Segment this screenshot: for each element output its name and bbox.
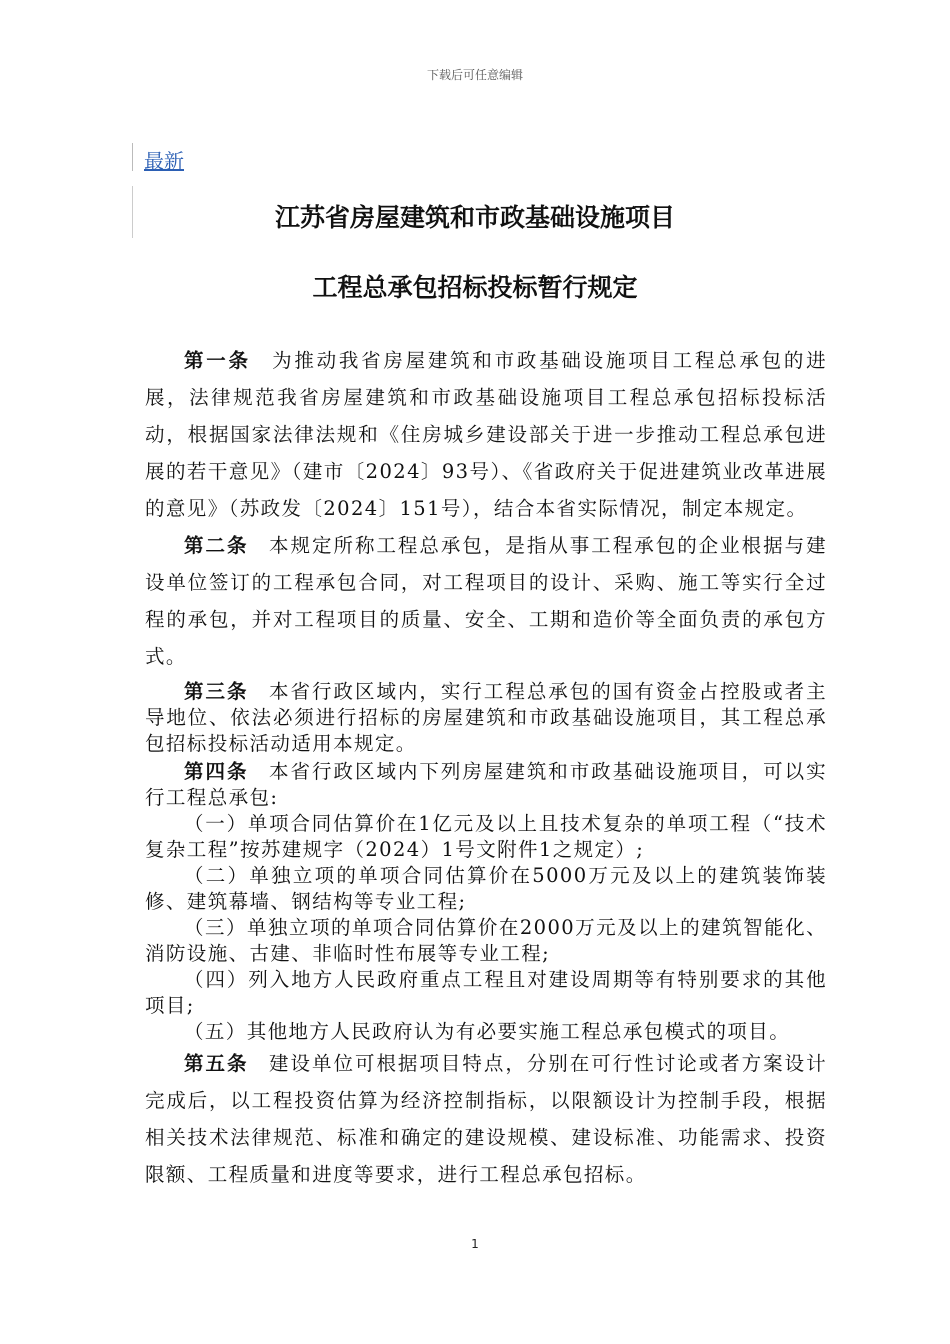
- page-number: 1: [471, 1237, 479, 1251]
- article-3-label: 第三条: [184, 680, 249, 703]
- article-1-text: 为推动我省房屋建筑和市政基础设施项目工程总承包的进展，法律规范我省房屋建筑和市政基础设施项目工程总承包招标投标活动，根据国家法律法规和《住房城乡建设部关于进一步推动工程总承包进展的若干意见》（建市〔2024〕93号）、《省政府关于促进建筑业改革进展的意见》（苏政发〔2024〕151号），结合本省实际情况，制定本规定。: [145, 349, 827, 520]
- margin-marker: [132, 143, 133, 171]
- header-note: 下载后可任意编辑: [426, 68, 523, 82]
- document-title-line2: 工程总承包招标投标暂行规定: [312, 273, 638, 302]
- article-1: [145, 342, 827, 527]
- article-5-text: 建设单位可根据项目特点，分别在可行性讨论或者方案设计完成后，以工程投资估算为经济控制指标，以限额设计为控制手段，根据相关技术法律规范、标准和确定的建设规模、建设标准、功能需求、投资限额、工程质量和进度等要求，进行工程总承包招标。: [145, 1052, 827, 1186]
- article-4: [145, 759, 827, 811]
- article-1-label: 第一条: [184, 349, 251, 372]
- article-2-label: 第二条: [184, 534, 249, 557]
- article-5-label: 第五条: [184, 1052, 249, 1075]
- article-4-label: 第四条: [184, 760, 249, 783]
- document-body: [145, 342, 827, 1193]
- article-4-item: （一）单项合同估算价在1亿元及以上且技术复杂的单项工程（“技术复杂工程”按苏建规字（2024）1号文附件1之规定）;: [145, 812, 827, 861]
- article-3: [145, 679, 827, 757]
- article-4-item: （三）单独立项的单项合同估算价在2000万元及以上的建筑智能化、消防设施、古建、非临时性布展等专业工程;: [145, 916, 827, 965]
- article-4-item: （四）列入地方人民政府重点工程且对建设周期等有特别要求的其他项目;: [145, 968, 827, 1017]
- article-3-text: 本省行政区域内，实行工程总承包的国有资金占控股或者主导地位、依法必须进行招标的房屋建筑和市政基础设施项目，其工程总承包招标投标活动适用本规定。: [145, 680, 827, 755]
- article-4-item: （二）单独立项的单项合同估算价在5000万元及以上的建筑装饰装修、建筑幕墙、钢结构等专业工程;: [145, 864, 827, 913]
- document-title-line1: 江苏省房屋建筑和市政基础设施项目: [274, 203, 675, 232]
- article-4-item: （五）其他地方人民政府认为有必要实施工程总承包模式的项目。: [184, 1020, 791, 1043]
- article-4-text: 本省行政区域内下列房屋建筑和市政基础设施项目，可以实行工程总承包:: [145, 760, 827, 809]
- article-5: [145, 1045, 827, 1193]
- latest-tag-link[interactable]: 最新: [144, 149, 184, 173]
- article-2: [145, 527, 827, 675]
- article-2-text: 本规定所称工程总承包，是指从事工程承包的企业根据与建设单位签订的工程承包合同，对工程项目的设计、采购、施工等实行全过程的承包，并对工程项目的质量、安全、工期和造价等全面负责的承包方式。: [145, 534, 827, 668]
